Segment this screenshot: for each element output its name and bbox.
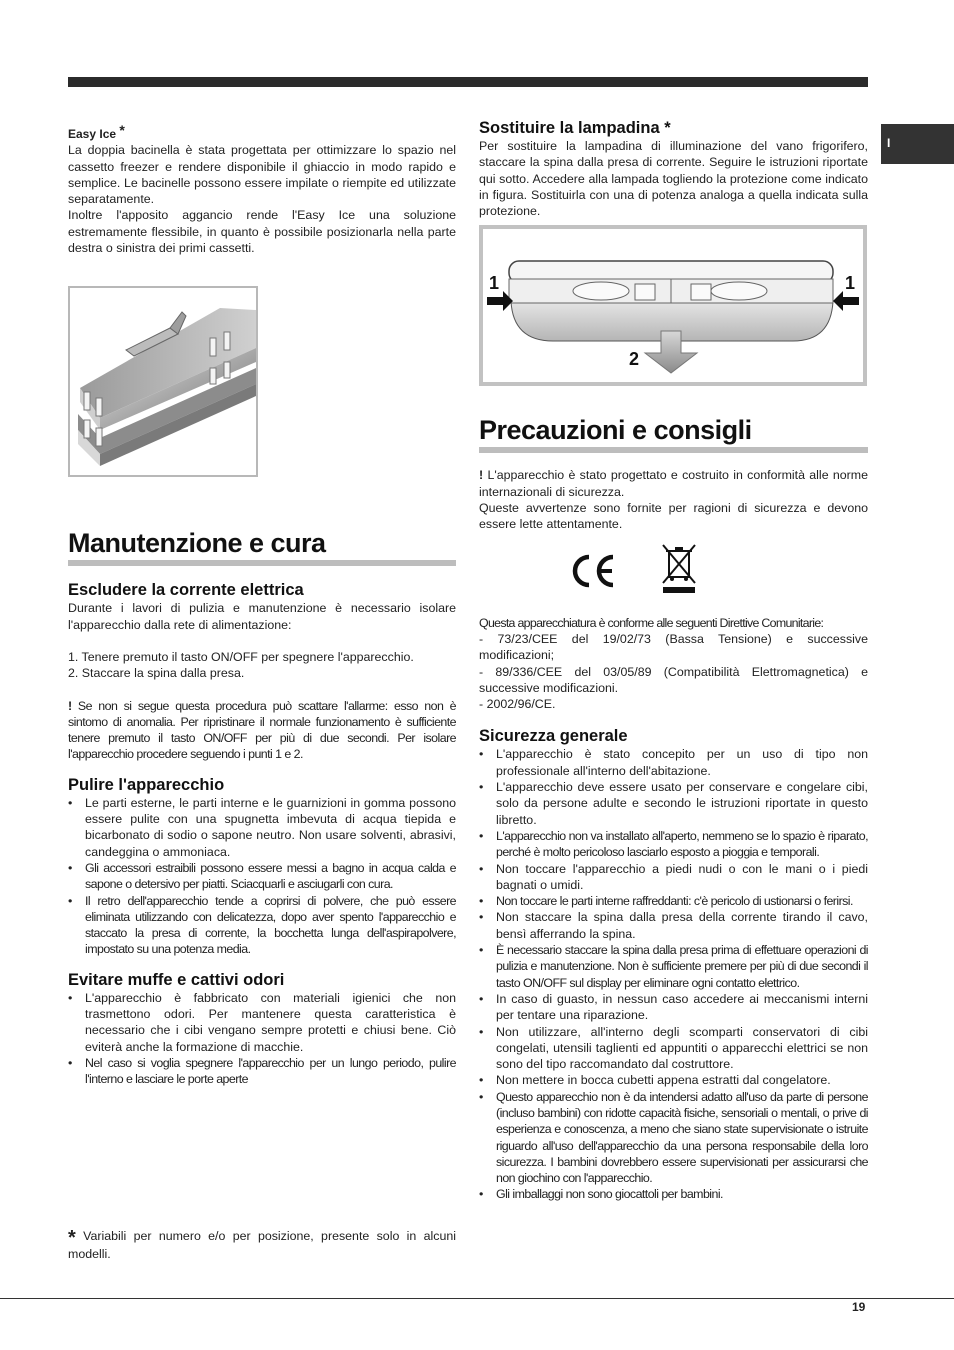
ce-mark-icon [567, 553, 617, 589]
lampadina-text: Per sostituire la lampadina di illuminazione del vano frigorifero, staccare la spina dalla presa di corrente. Seguire le istruzioni riportate qui sotto. Accedere alla lampada togliendo la protezione come indicato in figura. Sostituirla con una di potenza analoga a quella indicata sulla protezione. [479, 139, 868, 219]
footnote: * Variabili per numero e/o per posizione, presente solo in alcuni modelli. [68, 1227, 456, 1262]
list-item: • Questo apparecchio non è da intendersi adatto all'uso da parte di persone (incluso bambini) con ridotte capacità fisiche, sensoriali o mentali, o prive di esperienza e conoscenza, a meno che siano state supervisionate o istruite riguardo all'uso dell'apparecchio da una persona responsabile della loro sicurezza. I bambini dovrebbero essere supervisionati per assicurarsi che non giochino con l'apparecchio. [496, 1089, 868, 1187]
list-item: • Non toccare l'apparecchio a piedi nudi o con le mani o i piedi bagnati o umidi. [496, 861, 868, 894]
easy-ice-title: Easy Ice * [68, 122, 125, 141]
list-item: • Le parti esterne, le parti interne e le guarnizioni in gomma possono essere pulite con una spugnetta imbevuta di acqua tiepida e bicarbonato di sodio o sapone neutro. Non usare solventi, abrasivi, candeggina o ammoniaca. [85, 795, 456, 860]
right-column [479, 118, 868, 1203]
asterisk-mark: * [68, 1227, 76, 1249]
escludere-intro: Durante i lavori di pulizia e manutenzione è necessario isolare l'apparecchio dalla rete di alimentazione: [68, 601, 456, 632]
list-item: • In caso di guasto, in nessun caso accedere ai meccanismi interni per tentare una riparazione. [496, 991, 868, 1024]
directives-intro: Questa apparecchiatura è conforme alle seguenti Direttive Comunitarie: [479, 615, 824, 630]
asterisk-mark: * [119, 122, 125, 138]
warning-mark: ! [479, 468, 484, 483]
escludere-heading: Escludere la corrente elettrica [68, 581, 304, 600]
list-item: • Nel caso si voglia spegnere l'apparecchio per un lungo periodo, pulire l'interno e lasciare le porte aperte [85, 1055, 456, 1088]
list-item: • Non staccare la spina dalla presa della corrente tirando il cavo, bensì afferrando la spina. [496, 909, 868, 942]
escludere-warning: ! Se non si segue questa procedura può scattare l'allarme: esso non è sintomo di anomalia. Per ripristinare il normale funzionamento è sufficiente tenere premuto il tasto ON/OFF per più di due secondi. Per isolare l'apparecchio procedere seguendo i punti 1 e 2. [68, 698, 456, 762]
lamp-replacement-figure [479, 225, 867, 386]
list-item: • L'apparecchio è fabbricato con materiali igienici che non trasmettono odori. Per mantenere questa caratteristica è necessario che i cibi vengano sempre protetti e chiusi bene. Ciò eviterà anche la formazione di macchie. [85, 990, 456, 1055]
list-item: • Non mettere in bocca cubetti appena estratti dal congelatore. [496, 1072, 868, 1088]
precauzioni-intro-2: Queste avvertenze sono fornite per ragioni di sicurezza e devono essere lette attentamente. [479, 501, 868, 532]
list-item: • Non utilizzare, all'interno degli scomparti conservatori di cibi congelati, utensili taglienti ed appuntiti o apparecchi elettrici se non sono del tipo raccomandato dal costruttore. [496, 1024, 868, 1073]
easy-ice-tray-figure [68, 286, 258, 477]
list-item: • L'apparecchio è stato concepito per un uso di tipo non professionale all'interno dell'abitazione. [496, 746, 868, 779]
weee-bin-icon [659, 541, 699, 597]
easy-ice-paragraph-1: La doppia bacinella è stata progettata per ottimizzare lo spazio nel cassetto freezer e rendere disponibile il ghiaccio in modo rapido e semplice. Le bacinelle possono essere impilate o riempite ed utilizzate separatamente. [68, 143, 456, 207]
muffe-heading: Evitare muffe e cattivi odori [68, 970, 285, 989]
ice-tray-illustration [70, 288, 256, 475]
muffe-list [68, 990, 456, 1088]
language-tab: I [881, 124, 954, 164]
figure-label-1-left: 1 [489, 273, 500, 294]
precauzioni-intro-1: ! L'apparecchio è stato progettato e costruito in conformità alle norme internazionali di sicurezza. [479, 468, 868, 499]
lamp-cover-illustration [483, 229, 863, 382]
step-item: 1. Tenere premuto il tasto ON/OFF per spegnere l'apparecchio. [68, 649, 414, 664]
page-number: 19 [852, 1300, 866, 1314]
footer-rule [0, 1298, 954, 1299]
list-item: • Non toccare le parti interne raffreddanti: c'è pericolo di ustionarsi o ferirsi. [496, 893, 868, 909]
directive-item: - 89/336/CEE del 03/05/89 (Compatibilità Elettromagnetica) e successive modificazioni. [479, 664, 868, 695]
certification-symbols [479, 541, 868, 605]
sicurezza-list [479, 746, 868, 1202]
header-bar [68, 77, 868, 87]
list-item: • È necessario staccare la spina dalla presa prima di effettuare operazioni di pulizia e manutenzione. Non è sufficiente premere per più di due secondi il tasto ON/OFF sul display per eliminare ogni contatto elettrico. [496, 942, 868, 991]
figure-label-1-right: 1 [845, 273, 856, 294]
sicurezza-heading: Sicurezza generale [479, 727, 628, 746]
list-item: • Gli accessori estraibili possono essere messi a bagno in acqua calda e sapone o detersivo per piatti. Sciacquarli e asciugarli con cura. [85, 860, 456, 893]
list-item: • L'apparecchio non va installato all'aperto, nemmeno se lo spazio è riparato, perché è molto pericoloso lasciarlo esposto a pioggia e temporali. [496, 828, 868, 861]
precauzioni-title: Precauzioni e consigli [479, 415, 752, 446]
list-item: • Gli imballaggi non sono giocattoli per bambini. [496, 1186, 868, 1202]
escludere-steps [68, 649, 456, 682]
pulire-heading: Pulire l'apparecchio [68, 775, 225, 794]
figure-label-2: 2 [629, 349, 640, 370]
step-item: 2. Staccare la spina dalla presa. [68, 666, 245, 681]
title-underline [68, 560, 456, 566]
directive-item: - 2002/96/CE. [479, 697, 556, 712]
directive-item: - 73/23/CEE del 19/02/73 (Bassa Tensione) e successive modificazioni; [479, 631, 868, 663]
list-item: • L'apparecchio deve essere usato per conservare e congelare cibi, solo da persone adulte e secondo le istruzioni riportate in questo libretto. [496, 779, 868, 828]
warning-mark: ! [68, 698, 72, 713]
manutenzione-title: Manutenzione e cura [68, 528, 326, 559]
list-item: • Il retro dell'apparecchio tende a coprirsi di polvere, che può essere eliminata utilizzando con delicatezza, dopo aver spento l'apparecchio e staccato la presa di corrente, la bocchetta lunga dell'aspirapolvere, impostato su una potenza media. [85, 893, 456, 958]
title-underline [479, 447, 868, 453]
pulire-list [68, 795, 456, 958]
easy-ice-paragraph-2: Inoltre l'apposito aggancio rende l'Easy Ice una soluzione estremamente flessibile, in quanto è possibile posizionarla nella parte destra o sinistra dei primi cassetti. [68, 208, 456, 256]
lampadina-heading: Sostituire la lampadina * [479, 119, 671, 137]
left-column [68, 118, 456, 1088]
